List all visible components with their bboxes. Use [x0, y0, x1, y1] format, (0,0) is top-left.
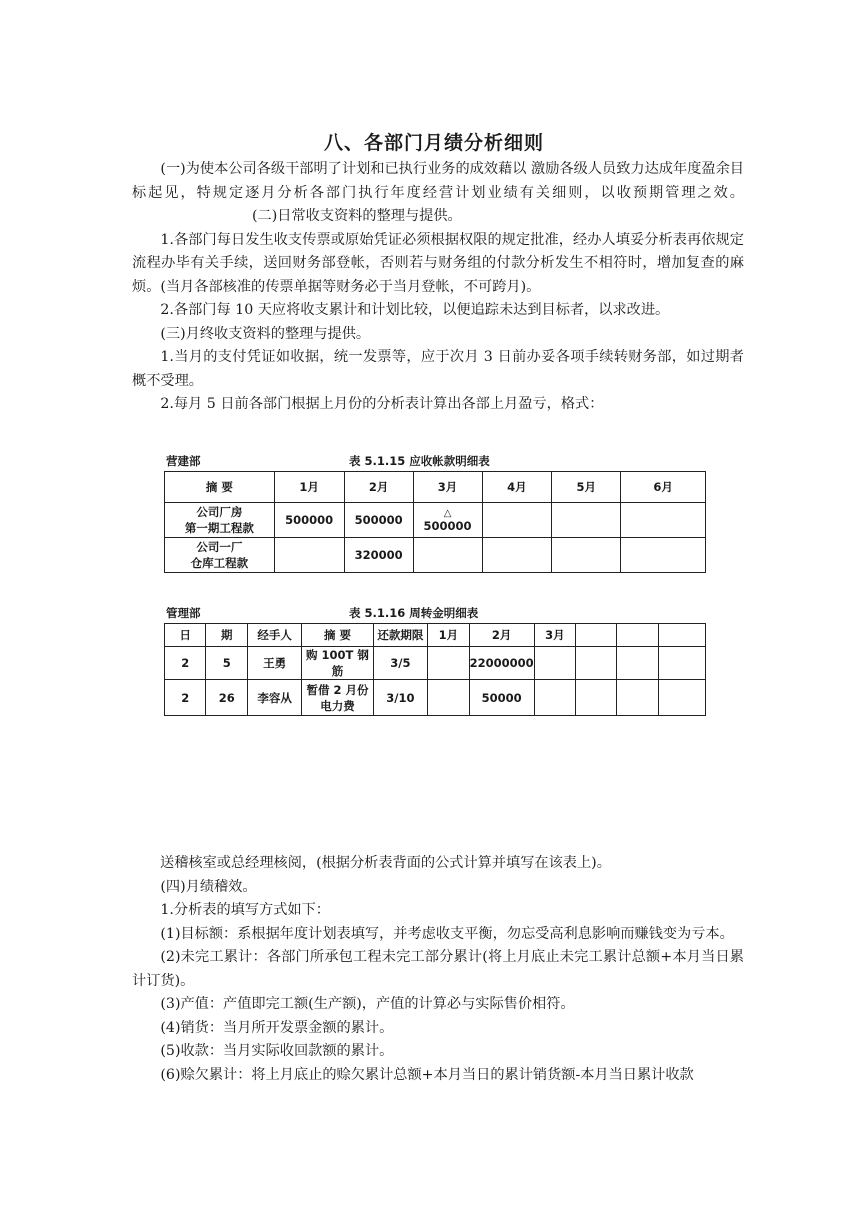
table-cell [617, 680, 658, 716]
column-header: 4月 [482, 472, 552, 503]
table-cell [617, 647, 658, 680]
column-header: 还款期限 [373, 624, 428, 647]
table-receivables [164, 453, 706, 573]
paragraph: (5)收款：当月实际收回款额的累计。 [160, 1043, 394, 1059]
paragraph: (4)销货：当月所开发票金额的累计。 [160, 1019, 394, 1036]
table-row [165, 538, 706, 573]
summary-line: 公司一厂 [196, 540, 243, 554]
paragraph: 1.当月的支付凭证如收据，统一发票等，应于次月 3 日前办妥各项手续转财务部，如过期者概不受理。 [132, 349, 744, 389]
paragraph: 2.每月 5 日前各部门根据上月份的分析表计算出各部上月盈亏，格式： [160, 396, 604, 412]
department-label: 营建部 [166, 454, 201, 468]
triangle-mark: △ [443, 507, 452, 519]
table-header-row [165, 472, 706, 503]
table-caption: 表 5.1.16 周转金明细表 [349, 606, 479, 620]
table-revolving-fund [164, 605, 706, 716]
receivables-table [164, 471, 706, 573]
column-header: 摘 要 [302, 624, 373, 647]
table-header-row [165, 624, 706, 647]
column-header: 2月 [344, 472, 413, 503]
column-header [576, 624, 617, 647]
summary-line: 暂借 2 月份 [306, 682, 369, 697]
table-cell [658, 680, 705, 716]
paragraph: (2)未完工累计：各部门所承包工程未完工部分累计(将上月底止未完工累计总额+本月当日累计订货)。 [132, 949, 744, 989]
lower-section [132, 852, 744, 1087]
table-row [165, 647, 706, 680]
column-header [658, 624, 705, 647]
column-header: 摘 要 [165, 472, 275, 503]
table-cell: 3/10 [373, 680, 428, 716]
table-cell: 22000000 [469, 647, 534, 680]
intro-section [132, 158, 744, 417]
summary-cell [165, 503, 275, 538]
table-cell: 2 [165, 647, 206, 680]
summary-cell: 购 100T 钢筋 [302, 647, 373, 680]
column-header: 3月 [413, 472, 482, 503]
table-cell: 320000 [344, 538, 413, 573]
table-header [164, 605, 706, 623]
column-header: 1月 [274, 472, 344, 503]
summary-line: 电力费 [320, 698, 355, 713]
table-cell [428, 647, 469, 680]
column-header: 期 [206, 624, 248, 647]
table-cell: 26 [206, 680, 248, 716]
table-cell [274, 538, 344, 573]
table-cell [658, 647, 705, 680]
table-cell [534, 647, 575, 680]
table-cell: 500000 [274, 503, 344, 538]
column-header: 1月 [428, 624, 469, 647]
revolving-fund-table [164, 623, 706, 716]
table-header [164, 453, 706, 471]
summary-line: 第一期工程款 [184, 521, 254, 535]
section-heading-2: (二)日常收支资料的整理与提供。 [252, 208, 462, 224]
summary-cell [165, 538, 275, 573]
table-caption: 表 5.1.15 应收帐款明细表 [349, 454, 490, 468]
paragraph: 1.分析表的填写方式如下： [160, 902, 330, 918]
table-cell [482, 538, 552, 573]
table-cell: 王勇 [248, 647, 302, 680]
column-header: 2月 [469, 624, 534, 647]
table-cell [534, 680, 575, 716]
intro-paragraph [132, 158, 744, 229]
table-cell: 50000 [469, 680, 534, 716]
table-cell [428, 680, 469, 716]
paragraph: 2.各部门每 10 天应将收支累计和计划比较，以便追踪未达到目标者，以求改进。 [160, 302, 670, 318]
table-row [165, 503, 706, 538]
section-heading-4: (四)月绩稽效。 [160, 878, 257, 895]
table-cell: 2 [165, 680, 206, 716]
table-cell [552, 538, 621, 573]
paragraph: (3)产值：产值即完工额(生产额)，产值的计算必与实际售价相符。 [160, 996, 575, 1012]
table-cell [576, 647, 617, 680]
column-header: 6月 [621, 472, 706, 503]
table-cell: 500000 [344, 503, 413, 538]
paragraph: 送稽核室或总经理核阅，(根据分析表背面的公式计算并填写在该表上)。 [160, 855, 611, 871]
summary-cell [302, 680, 373, 716]
summary-line: 公司厂房 [196, 505, 243, 519]
table-cell [413, 538, 482, 573]
table-cell: 李容从 [248, 680, 302, 716]
table-cell [552, 503, 621, 538]
column-header: 经手人 [248, 624, 302, 647]
table-cell: 3/5 [373, 647, 428, 680]
table-cell [413, 503, 482, 538]
table-cell [621, 503, 706, 538]
column-header: 5月 [552, 472, 621, 503]
column-header: 日 [165, 624, 206, 647]
table-row [165, 680, 706, 716]
paragraph: 1.各部门每日发生收支传票或原始凭证必须根据权限的规定批准，经办人填妥分析表再依规定流程办毕有关手续，送回财务部登帐，否则若与财务组的付款分析发生不相符时，增加复查的麻烦。(当月各部核准的传票单据等财务必于当月登帐，不可跨月)。 [132, 231, 744, 295]
table-cell [576, 680, 617, 716]
section-heading-3: (三)月终收支资料的整理与提供。 [160, 325, 371, 342]
intro-text: (一)为使本公司各级干部明了计划和已执行业务的成效藉以 激励各级人员致力达成年度盈余目标起见，特规定逐月分析各部门执行年度经营计划业绩有关细则，以收预期管理之效。 [132, 161, 744, 201]
table-cell [621, 538, 706, 573]
summary-line: 仓库工程款 [190, 556, 249, 570]
table-cell: 5 [206, 647, 248, 680]
department-label: 管理部 [166, 606, 201, 620]
paragraph: (1)目标额：系根据年度计划表填写，并考虑收支平衡，勿忘受高利息影响而赚钱变为亏本。 [160, 925, 734, 942]
page-title: 八、各部门月绩分析细则 [323, 132, 544, 154]
cell-value: 500000 [423, 518, 472, 533]
column-header [617, 624, 658, 647]
column-header: 3月 [534, 624, 575, 647]
paragraph: (6)赊欠累计：将上月底止的赊欠累计总额+本月当日的累计销货额-本月当日累计收款 [160, 1066, 694, 1083]
table-cell [482, 503, 552, 538]
